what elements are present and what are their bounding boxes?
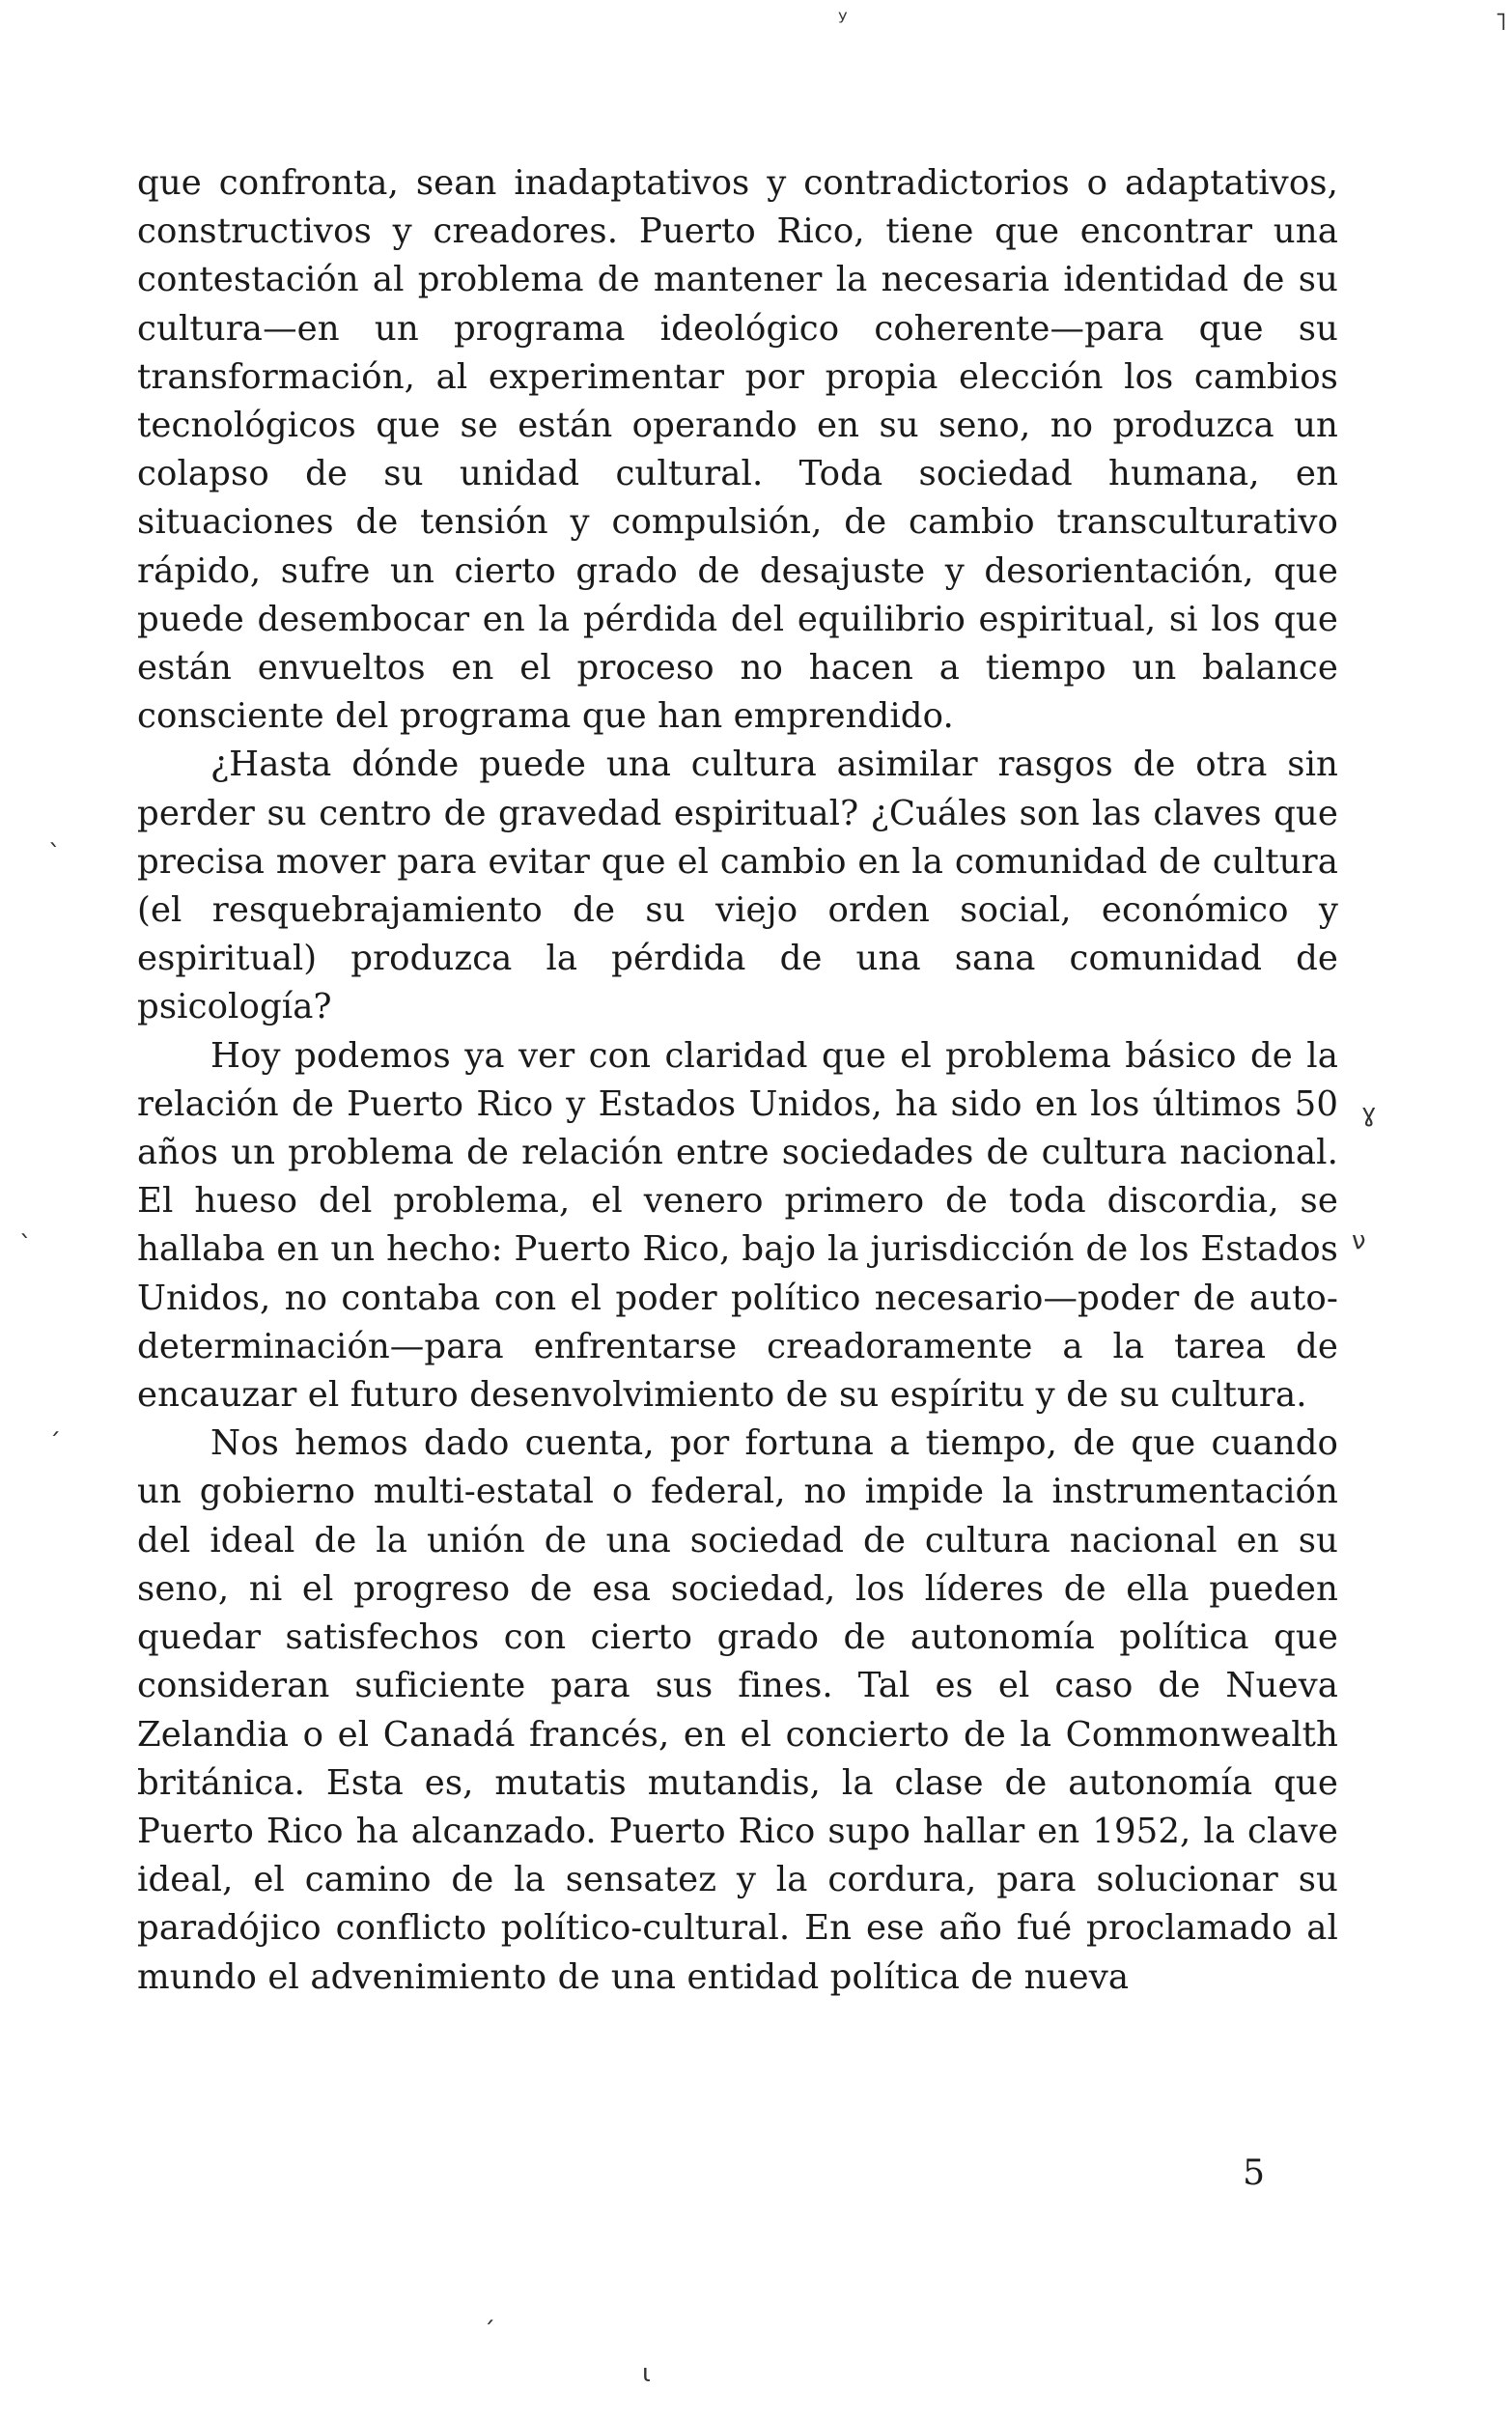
scan-mark: ˏ [48,1408,61,1437]
paragraph-continuation: que confronta, sean inadaptativos y contradictorios o adaptativos, constructivos y creadores. Puerto Rico, tiene que encontrar una contestación al problema de mantener la necesaria identidad de su cultura—en un programa ideológico coherente—para que su transformación, al experimentar por propia elección los cambios tecnológicos que se están operando en su seno, no produzca un colapso de su unidad cultural. Toda sociedad humana, en situaciones de tensión y compulsión, de cambio transculturativo rápido, sufre un cierto grado de desajuste y desorientación, que puede desembocar en la pérdida del equilibrio espiritual, si los que están envueltos en el proceso no hacen a tiempo un balance consciente del programa que han emprendido. [137,163,1338,737]
scan-mark: ˥ [1495,8,1507,37]
paragraph-autonomy: Nos hemos dado cuenta, por fortuna a tiempo, de que cuando un gobierno multi-estatal o federal, no impide la instrumentación del ideal de la unión de una sociedad de cultura nacional en su seno, ni el progreso de esa sociedad, los líderes de ella pueden quedar satisfechos con cierto grado de autonomía política que consideran suficiente para sus fines. Tal es el caso de Nueva Zelandia o el Canadá francés, en el concierto de la Commonwealth británica. Esta es, mutatis mutandis, la clase de autonomía que Puerto Rico ha alcanzado. Puerto Rico supo hallar en 1952, la clave ideal, el camino de la sensatez y la cordura, para solucionar su paradójico conflicto político-cultural. En ese año fué proclamado al mundo el advenimiento de una entidad política de nueva [137,1423,1338,1997]
scan-mark: ˏ [483,2296,495,2325]
page-number: 5 [1243,2153,1265,2193]
scan-mark: ι [642,2359,651,2388]
paragraph-basic-problem: Hoy podemos ya ver con claridad que el problema básico de la relación de Puerto Rico y Estados Unidos, ha sido en los últimos 50 años un problema de relación entre sociedades de cultura nacional. El hueso del problema, el venero primero de toda discordia, se hallaba en un hecho: Puerto Rico, bajo la jurisdicción de los Estados Unidos, no contaba con el poder político necesario—poder de auto-determinación—para enfrentarse creadoramente a la tarea de encauzar el futuro desenvolvimiento de su espíritu y de su cultura. [137,1035,1338,1416]
scan-mark: ʸ [838,6,848,35]
scan-mark: ɣ [1361,1099,1377,1128]
scan-mark: ν [1352,1226,1366,1255]
scan-mark: ˎ [48,819,61,848]
paragraph-question: ¿Hasta dónde puede una cultura asimilar rasgos de otra sin perder su centro de gravedad espiritual? ¿Cuáles son las claves que precisa mover para evitar que el cambio en la comunidad de cultura (el resquebrajamiento de su viejo orden social, económico y espiritual) produzca la pérdida de una sana comunidad de psicología? [137,745,1338,1027]
body-text [137,159,1338,2002]
scan-mark: ˎ [19,1210,32,1239]
